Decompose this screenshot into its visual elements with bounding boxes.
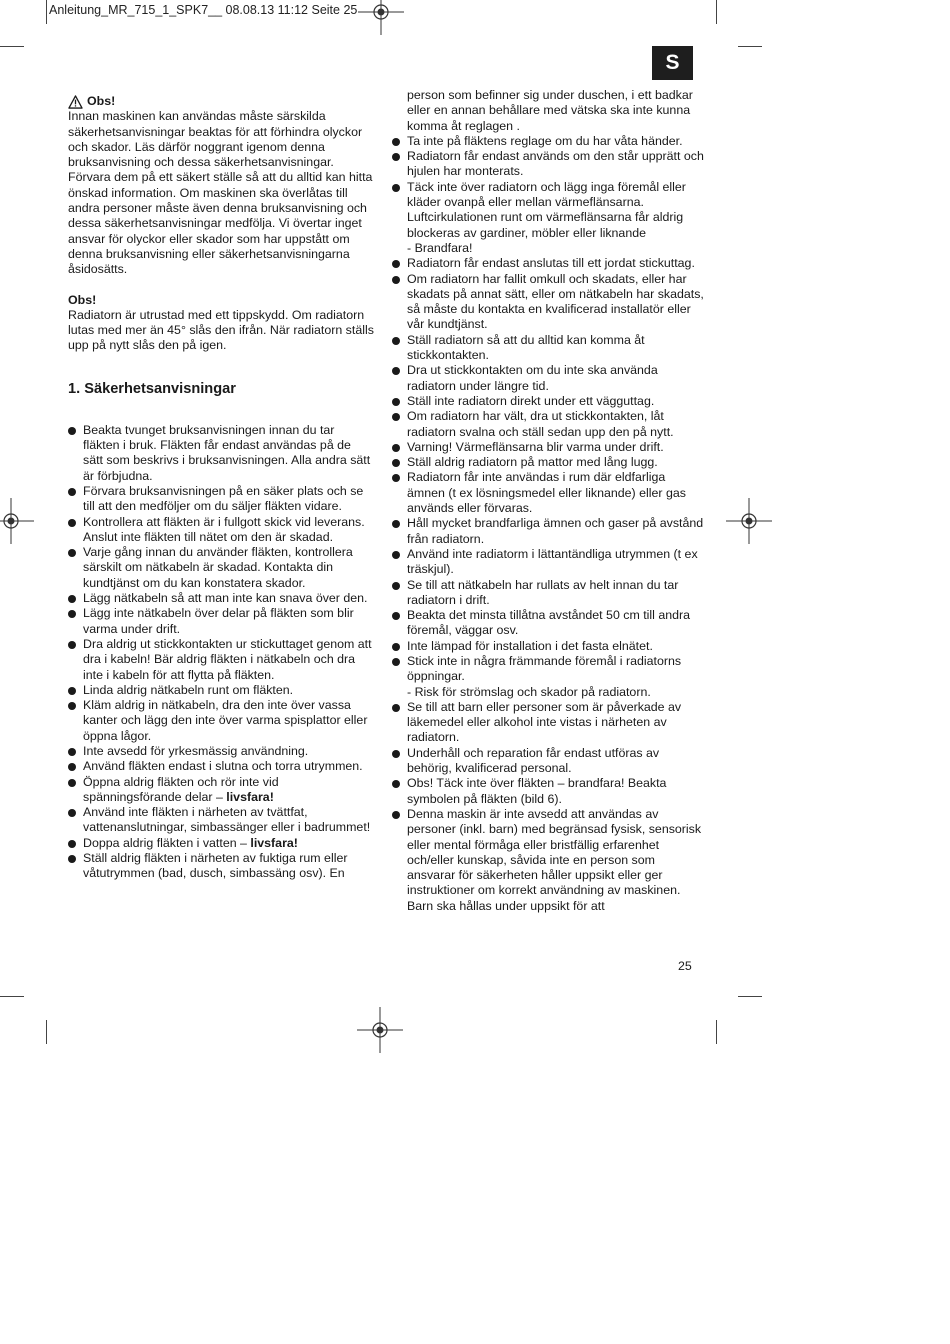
list-item: Förvara bruksanvisningen på en säker plats och se till att den medföljer om du säljer fläkten vidare.: [68, 484, 374, 515]
list-item: Använd fläkten endast i slutna och torra utrymmen.: [68, 759, 374, 774]
section-heading: 1. Säkerhetsanvisningar: [68, 380, 236, 397]
list-item: Lägg nätkabeln så att man inte kan snava över den.: [68, 591, 374, 606]
list-item: Ställ aldrig radiatorn på mattor med lång lugg.: [392, 455, 704, 470]
registration-mark-icon: [726, 498, 772, 544]
list-item: Täck inte över radiatorn och lägg inga föremål eller kläder ovanpå eller mellan värmeflänsarna. Luftcirkulationen runt om värmeflänsarna får aldrig blockeras av gardiner, möbler eller liknande - Brandfara!: [392, 180, 704, 256]
list-item: Om radiatorn har vält, dra ut stickkontakten, låt radiatorn svalna och ställ sedan upp den på nytt.: [392, 409, 704, 440]
list-item: Linda aldrig nätkabeln runt om fläkten.: [68, 683, 374, 698]
list-item: Se till att nätkabeln har rullats av helt innan du tar radiatorn i drift.: [392, 578, 704, 609]
safety-list: [392, 134, 704, 914]
list-item: Inte lämpad för installation i det fasta elnätet.: [392, 639, 704, 654]
crop-mark: [0, 46, 24, 47]
list-item: Ställ inte radiatorn direkt under ett vägguttag.: [392, 394, 704, 409]
crop-mark: [46, 1020, 47, 1044]
note-title: Obs!: [87, 94, 116, 108]
list-item: Radiatorn får inte användas i rum där eldfarliga ämnen (t ex lösningsmedel eller liknande) eller gas används eller förvaras.: [392, 470, 704, 516]
note-heading: [68, 94, 374, 109]
crop-mark: [716, 0, 717, 24]
list-item: [68, 836, 374, 851]
list-item: Ta inte på fläktens reglage om du har våta händer.: [392, 134, 704, 149]
list-item: Radiatorn får endast anslutas till ett jordat stickuttag.: [392, 256, 704, 271]
list-item: Använd inte fläkten i närheten av tvättfat, vattenanslutningar, simbassänger eller i badrummet!: [68, 805, 374, 836]
safety-list: [68, 423, 374, 882]
print-slug: Anleitung_MR_715_1_SPK7__ 08.08.13 11:12 Seite 25: [49, 3, 358, 17]
crop-mark: [738, 996, 762, 997]
list-item: Stick inte in några främmande föremål i radiatorns öppningar. - Risk för strömslag och skador på radiatorn.: [392, 654, 704, 700]
list-item: Lägg inte nätkabeln över delar på fläkten som blir varma under drift.: [68, 606, 374, 637]
note-title: Obs!: [68, 292, 97, 307]
crop-mark: [738, 46, 762, 47]
left-column: [68, 94, 374, 882]
list-item: Kontrollera att fläkten är i fullgott skick vid leverans. Anslut inte fläkten till nätet om den är skadad.: [68, 515, 374, 546]
note-text: Innan maskinen kan användas måste särskilda säkerhetsanvisningar beaktas för att förhindra olyckor och skador. Läs därför noggrant igenom denna bruksanvisning och dessa säkerhetsanvisningar. Förvara dem på ett säkert ställe så att du alltid kan hitta önskad information. Om maskinen ska överlåtas till andra personer måste även denna bruksanvisning och dessa säkerhetsanvisningar medfölja. Vi övertar inget ansvar för olyckor eller skador som har uppstått om denna bruksanvisning eller säkerhetsanvisningarna åsidosätts.: [68, 109, 373, 277]
list-item: [68, 775, 374, 806]
list-item: Dra ut stickkontakten om du inte ska använda radiatorn under längre tid.: [392, 363, 704, 394]
registration-mark-icon: [0, 498, 34, 544]
list-item-text: Doppa aldrig fläkten i vatten –: [83, 835, 251, 850]
list-item-text: Öppna aldrig fläkten och rör inte vid spänningsförande delar –: [83, 774, 279, 804]
continuation-text: person som befinner sig under duschen, i ett badkar eller en annan behållare med vätska ska inte kunna komma åt reglagen .: [407, 88, 693, 133]
list-item: Kläm aldrig in nätkabeln, dra den inte över vassa kanter och lägg den inte över varma spisplattor eller öppna lågor.: [68, 698, 374, 744]
list-item: Beakta tvunget bruksanvisningen innan du tar fläkten i bruk. Fläkten får endast användas på de sätt som beskrivs i bruksanvisningen. Alla andra sätt är förbjudna.: [68, 423, 374, 484]
list-item: Beakta det minsta tillåtna avståndet 50 cm till andra föremål, väggar osv.: [392, 608, 704, 639]
list-item-emphasis: livsfara!: [226, 789, 274, 804]
list-item: Håll mycket brandfarliga ämnen och gaser på avstånd från radiatorn.: [392, 516, 704, 547]
crop-mark: [0, 996, 24, 997]
registration-mark-icon: [357, 1007, 403, 1053]
list-item: Varje gång innan du använder fläkten, kontrollera särskilt om nätkabeln är skadad. Kontakta din kundtjänst om du kan konstatera skador.: [68, 545, 374, 591]
list-item: Ställ radiatorn så att du alltid kan komma åt stickkontakten.: [392, 333, 704, 364]
list-item: Inte avsedd för yrkesmässig användning.: [68, 744, 374, 759]
list-item: Underhåll och reparation får endast utföras av behörig, kvalificerad personal.: [392, 746, 704, 777]
list-item: Använd inte radiatorm i lättantändliga utrymmen (t ex träskjul).: [392, 547, 704, 578]
registration-mark-icon: [358, 0, 404, 35]
page-number: 25: [678, 959, 692, 973]
list-item: Varning! Värmeflänsarna blir varma under drift.: [392, 440, 704, 455]
list-item: Denna maskin är inte avsedd att användas av personer (inkl. barn) med begränsad fysisk, sensorisk eller mental förmåga eller bristfällig erfarenhet och/eller kunskap, såvida inte en person som ansvarar för säkerheten håller uppsikt eller ger instruktioner om korrekt användning av maskinen. Barn ska hållas under uppsikt för att: [392, 807, 704, 914]
crop-mark: [716, 1020, 717, 1044]
list-item: Obs! Täck inte över fläkten – brandfara! Beakta symbolen på fläkten (bild 6).: [392, 776, 704, 807]
list-item: Ställ aldrig fläkten i närheten av fuktiga rum eller våtutrymmen (bad, dusch, simbassäng osv). En: [68, 851, 374, 882]
list-item: Om radiatorn har fallit omkull och skadats, eller har skadats på annat sätt, eller om nätkabeln har skadats, så måste du kontakta en kvalificerad installatör eller vår kundtjänst.: [392, 272, 704, 333]
crop-mark: [46, 0, 47, 24]
right-column: [392, 88, 704, 914]
note-text: Radiatorn är utrustad med ett tippskydd. Om radiatorn lutas med mer än 45° slås den ifrån. När radiatorn ställs upp på nytt slås den på igen.: [68, 307, 374, 353]
list-item: Dra aldrig ut stickkontakten ur stickuttaget genom att dra i kabeln! Bär aldrig fläkten i nätkabeln och dra inte i kabeln för att flytta på fläkten.: [68, 637, 374, 683]
language-tab: S: [652, 46, 693, 80]
warning-triangle-icon: [68, 95, 83, 109]
list-item-emphasis: livsfara!: [250, 835, 298, 850]
list-item: Radiatorn får endast används om den står upprätt och hjulen har monterats.: [392, 149, 704, 180]
list-item: Se till att barn eller personer som är påverkade av läkemedel eller alkohol inte vistas i närheten av radiatorn.: [392, 700, 704, 746]
